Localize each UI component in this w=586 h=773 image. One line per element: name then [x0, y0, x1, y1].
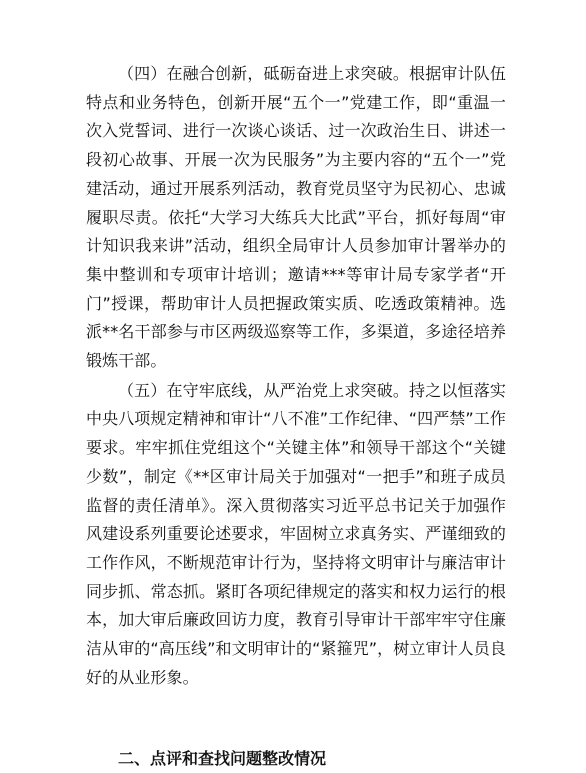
- document-body: [86, 60, 506, 773]
- paragraph-section-five: （五）在守牢底线，从严治党上求突破。持之以恒落实中央八项规定精神和审计“八不准”工作纪律、“四严禁”工作要求。牢牢抓住党组这个“关键主体”和领导干部这个“关键少数”，制定《**区审计局关于加强对“一把手”和班子成员监督的责任清单》。深入贯彻落实习近平总书记关于加强作风建设系列重要论述要求，牢固树立求真务实、严谨细致的工作作风，不断规范审计行为，坚持将文明审计与廉洁审计同步抓、常态抓。紧盯各项纪律规定的落实和权力运行的根本，加大审后廉政回访力度，教育引导审计干部牢牢守住廉洁从审的“高压线”和文明审计的“紧箍咒”，树立审计人员良好的从业形象。: [86, 380, 506, 687]
- section-heading: 二、点评和查找问题整改情况: [118, 749, 327, 769]
- paragraph-section-four: （四）在融合创新，砥砺奋进上求突破。根据审计队伍特点和业务特色，创新开展“五个一”党建工作，即“重温一次入党誓词、进行一次谈心谈话、过一次政治生日、讲述一段初心故事、开展一次为民服务”为主要内容的“五个一”党建活动，通过开展系列活动，教育党员坚守为民初心、忠诚履职尽责。依托“大学习大练兵大比武”平台，抓好每周“审计知识我来讲”活动，组织全局审计人员参加审计署举办的集中整训和专项审计培训；邀请***等审计局专家学者“开门”授课，帮助审计人员把握政策实质、吃透政策精神。选派**名干部参与市区两级巡察等工作，多渠道，多途径培养锻炼干部。: [86, 64, 506, 371]
